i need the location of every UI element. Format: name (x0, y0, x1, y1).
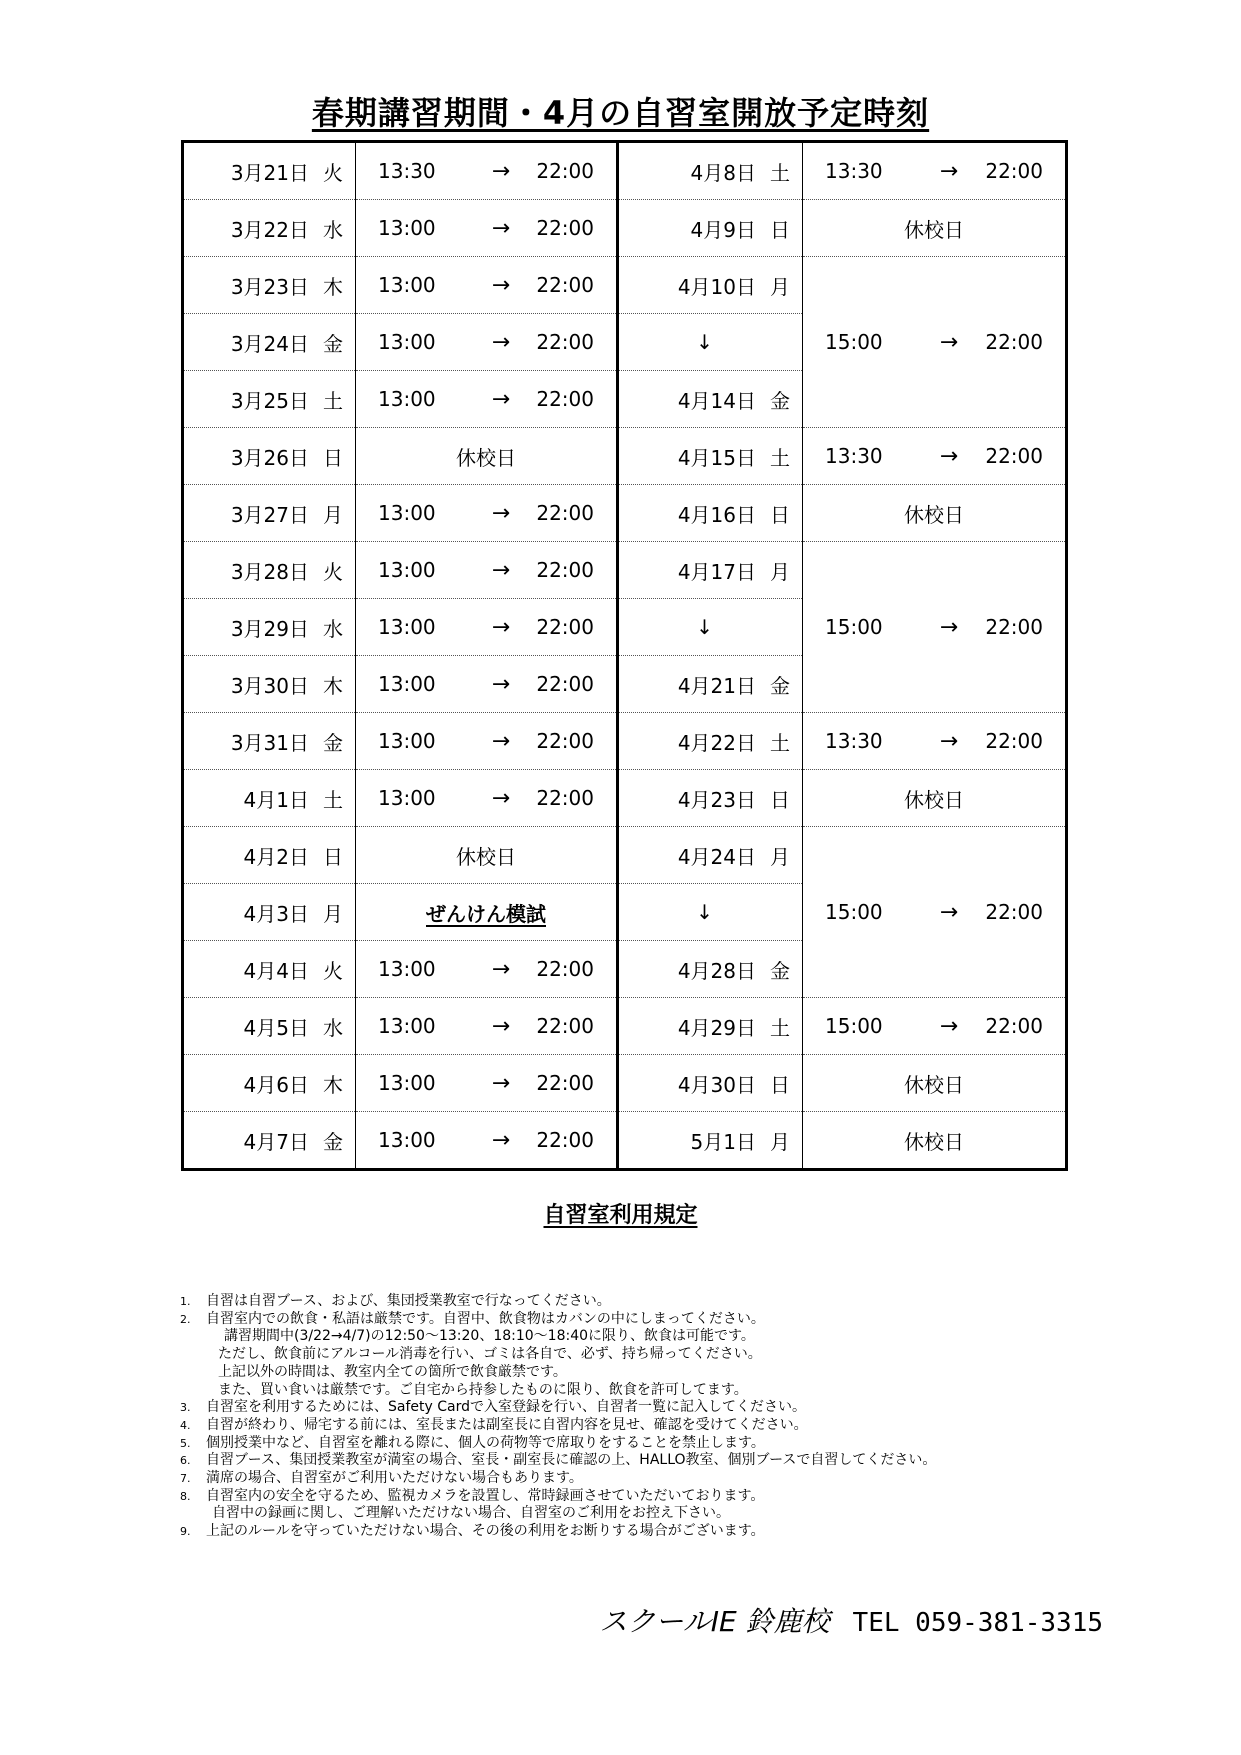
time-range (356, 501, 616, 526)
weekday-label: 火 (323, 958, 343, 983)
end-time: 22:00 (985, 615, 1043, 639)
weekday-label: 月 (323, 901, 343, 926)
arrow-glyph: → (491, 1127, 511, 1153)
weekday-label: 火 (323, 160, 343, 185)
weekday-label: 水 (323, 616, 343, 641)
hours-cell (356, 200, 618, 257)
end-time: 22:00 (536, 786, 594, 810)
hours-cell (356, 1055, 618, 1112)
date-cell (183, 257, 356, 314)
schedule-row (183, 998, 1067, 1055)
end-time: 22:00 (985, 729, 1043, 753)
rule-text: 講習期間中(3/22→4/7)の12:50～13:20、18:10～18:40に限り、飲食は可能です。 (224, 1328, 755, 1345)
rule-text: 自習ブース、集団授業教室が満室の場合、室長・副室長に確認の上、HALLO教室、個別ブースで自習してください。 (206, 1452, 937, 1469)
end-time: 22:00 (985, 444, 1043, 468)
weekday-label: 金 (770, 388, 790, 413)
start-time: 15:00 (825, 615, 883, 639)
date-cell (183, 371, 356, 428)
hours-cell (803, 713, 1067, 770)
date-label: 4月1日 (243, 787, 309, 812)
range-arrow-cell: ↓ (618, 884, 803, 941)
date-label: 4月28日 (677, 958, 756, 983)
closed-label: 休校日 (904, 502, 964, 527)
hours-cell (356, 827, 618, 884)
date-label: 4月2日 (243, 844, 309, 869)
hours-cell (356, 1112, 618, 1170)
date-cell (183, 941, 356, 998)
date-label: 3月25日 (230, 388, 309, 413)
date-cell (618, 485, 803, 542)
rule-number: 7. (180, 1472, 191, 1486)
weekday-label: 木 (323, 1072, 343, 1097)
rule-line (180, 1399, 1180, 1417)
arrow-glyph: → (939, 1013, 959, 1039)
weekday-label: 日 (323, 844, 343, 869)
weekday-label: 水 (323, 217, 343, 242)
arrow-glyph: → (939, 728, 959, 754)
date-cell (618, 656, 803, 713)
weekday-label: 日 (323, 445, 343, 470)
date-cell (618, 428, 803, 485)
rule-line (180, 1311, 1180, 1329)
hours-cell (803, 1055, 1067, 1112)
hours-cell (356, 884, 618, 941)
phone-number: TEL 059-381-3315 (852, 1608, 1103, 1638)
arrow-glyph: → (491, 329, 511, 355)
hours-cell (803, 542, 1067, 713)
weekday-label: 月 (323, 502, 343, 527)
time-range (803, 729, 1065, 754)
schedule-row (183, 257, 1067, 314)
weekday-label: 金 (323, 1129, 343, 1154)
weekday-label: 日 (770, 502, 790, 527)
schedule-row (183, 428, 1067, 485)
schedule-body (183, 142, 1067, 1170)
rule-text: 上記のルールを守っていただけない場合、その後の利用をお断りする場合がございます。 (206, 1523, 765, 1540)
time-range (356, 387, 616, 412)
hours-cell (356, 371, 618, 428)
date-label: 5月1日 (690, 1129, 756, 1154)
end-time: 22:00 (536, 387, 594, 411)
schedule-row (183, 1055, 1067, 1112)
schedule-row (183, 200, 1067, 257)
weekday-label: 土 (323, 388, 343, 413)
hours-cell (356, 941, 618, 998)
schedule-table (181, 140, 1068, 1171)
date-label: 4月30日 (677, 1072, 756, 1097)
weekday-label: 金 (323, 730, 343, 755)
date-label: 3月30日 (230, 673, 309, 698)
rule-text: 満席の場合、自習室がご利用いただけない場合もあります。 (206, 1470, 583, 1487)
start-time: 13:30 (378, 159, 436, 183)
end-time: 22:00 (536, 558, 594, 582)
time-range (356, 330, 616, 355)
time-range (803, 615, 1065, 640)
hours-cell (803, 200, 1067, 257)
rule-number: 9. (180, 1525, 191, 1539)
date-label: 4月24日 (677, 844, 756, 869)
time-range (356, 615, 616, 640)
start-time: 13:30 (825, 729, 883, 753)
date-label: 3月28日 (230, 559, 309, 584)
weekday-label: 木 (323, 274, 343, 299)
weekday-label: 月 (770, 844, 790, 869)
rule-text: 自習が終わり、帰宅する前には、室長または副室長に自習内容を見せ、確認を受けてください。 (206, 1416, 808, 1433)
closed-label: 休校日 (904, 1129, 964, 1154)
date-cell (183, 1112, 356, 1170)
arrow-glyph: → (939, 614, 959, 640)
school-name: スクールIE 鈴鹿校 (599, 1605, 830, 1638)
date-label: 3月29日 (230, 616, 309, 641)
date-cell (183, 713, 356, 770)
start-time: 13:00 (378, 558, 436, 582)
date-label: 4月16日 (677, 502, 756, 527)
schedule-row (183, 1112, 1067, 1170)
arrow-glyph: → (491, 728, 511, 754)
time-range (356, 957, 616, 982)
start-time: 13:30 (825, 159, 883, 183)
end-time: 22:00 (536, 615, 594, 639)
time-range (356, 273, 616, 298)
rule-text: 個別授業中など、自習室を離れる際に、個人の荷物等で席取りをすることを禁止します。 (206, 1434, 765, 1451)
date-cell (618, 257, 803, 314)
date-cell (183, 542, 356, 599)
arrow-glyph: → (491, 785, 511, 811)
hours-cell (803, 485, 1067, 542)
date-label: 4月7日 (243, 1129, 309, 1154)
closed-label: 休校日 (904, 787, 964, 812)
hours-cell (803, 770, 1067, 827)
end-time: 22:00 (536, 672, 594, 696)
date-cell (618, 142, 803, 200)
start-time: 13:30 (825, 444, 883, 468)
start-time: 13:00 (378, 1014, 436, 1038)
rule-line (180, 1435, 1180, 1453)
end-time: 22:00 (536, 216, 594, 240)
date-label: 3月24日 (230, 331, 309, 356)
date-cell (618, 941, 803, 998)
start-time: 13:00 (378, 330, 436, 354)
weekday-label: 金 (770, 958, 790, 983)
arrow-glyph: → (939, 899, 959, 925)
rule-text: また、買い食いは厳禁です。ご自宅から持参したものに限り、飲食を許可してます。 (218, 1381, 748, 1398)
rule-number: 4. (180, 1418, 191, 1432)
end-time: 22:00 (536, 729, 594, 753)
hours-cell (803, 142, 1067, 200)
date-cell (183, 200, 356, 257)
date-label: 3月21日 (230, 160, 309, 185)
time-range (803, 159, 1065, 184)
time-range (803, 1014, 1065, 1039)
time-range (356, 786, 616, 811)
rule-line (180, 1364, 1180, 1382)
rule-text: 自習室内の安全を守るため、監視カメラを設置し、常時録画させていただいております。 (206, 1487, 765, 1504)
end-time: 22:00 (985, 330, 1043, 354)
rule-line (180, 1523, 1180, 1541)
time-range (356, 1071, 616, 1096)
date-label: 4月17日 (677, 559, 756, 584)
rule-line (180, 1346, 1180, 1364)
time-range (356, 1014, 616, 1039)
weekday-label: 月 (770, 274, 790, 299)
start-time: 13:00 (378, 273, 436, 297)
hours-cell (356, 656, 618, 713)
start-time: 13:00 (378, 615, 436, 639)
rule-line (180, 1293, 1180, 1311)
date-label: 4月15日 (677, 445, 756, 470)
start-time: 13:00 (378, 729, 436, 753)
start-time: 13:00 (378, 672, 436, 696)
time-range (803, 330, 1065, 355)
rules-title: 自習室利用規定 (543, 1203, 698, 1228)
end-time: 22:00 (536, 330, 594, 354)
weekday-label: 月 (770, 559, 790, 584)
rule-line (180, 1452, 1180, 1470)
closed-label: 休校日 (456, 445, 516, 470)
time-range (356, 216, 616, 241)
date-cell (618, 827, 803, 884)
closed-label: 休校日 (904, 217, 964, 242)
end-time: 22:00 (985, 159, 1043, 183)
weekday-label: 月 (770, 1129, 790, 1154)
end-time: 22:00 (536, 1071, 594, 1095)
time-range (356, 729, 616, 754)
start-time: 13:00 (378, 501, 436, 525)
hours-cell (356, 542, 618, 599)
hours-cell (803, 827, 1067, 998)
date-cell (618, 998, 803, 1055)
rule-number: 3. (180, 1401, 191, 1415)
date-label: 4月10日 (677, 274, 756, 299)
end-time: 22:00 (985, 900, 1043, 924)
footer (599, 1600, 1103, 1640)
date-cell (183, 142, 356, 200)
weekday-label: 火 (323, 559, 343, 584)
weekday-label: 土 (770, 730, 790, 755)
date-cell (183, 428, 356, 485)
end-time: 22:00 (985, 1014, 1043, 1038)
range-arrow-cell: ↓ (618, 599, 803, 656)
hours-cell (356, 485, 618, 542)
rule-text: 自習中の録画に関し、ご理解いただけない場合、自習室のご利用をお控え下さい。 (212, 1505, 730, 1522)
date-cell (618, 542, 803, 599)
start-time: 15:00 (825, 1014, 883, 1038)
closed-label: 休校日 (904, 1072, 964, 1097)
hours-cell (356, 713, 618, 770)
hours-cell (803, 1112, 1067, 1170)
schedule-row (183, 142, 1067, 200)
date-cell (183, 599, 356, 656)
rule-text: 自習室を利用するためには、Safety Cardで入室登録を行い、自習者一覧に記入してください。 (206, 1399, 806, 1416)
rule-number: 8. (180, 1489, 191, 1503)
rule-line (180, 1417, 1180, 1435)
start-time: 13:00 (378, 1071, 436, 1095)
end-time: 22:00 (536, 1128, 594, 1152)
arrow-glyph: → (491, 1070, 511, 1096)
date-label: 3月22日 (230, 217, 309, 242)
schedule-row (183, 770, 1067, 827)
weekday-label: 金 (323, 331, 343, 356)
arrow-glyph: → (491, 386, 511, 412)
weekday-label: 日 (770, 1072, 790, 1097)
rule-number: 1. (180, 1295, 191, 1308)
date-label: 4月14日 (677, 388, 756, 413)
date-cell (183, 770, 356, 827)
date-label: 4月8日 (690, 160, 756, 185)
weekday-label: 日 (770, 787, 790, 812)
arrow-glyph: → (491, 671, 511, 697)
schedule-row (183, 713, 1067, 770)
hours-cell (356, 314, 618, 371)
time-range (356, 672, 616, 697)
arrow-glyph: → (491, 557, 511, 583)
hours-cell (803, 257, 1067, 428)
hours-cell (356, 998, 618, 1055)
weekday-label: 土 (323, 787, 343, 812)
arrow-glyph: → (491, 158, 511, 184)
rule-number: 2. (180, 1312, 191, 1326)
weekday-label: 土 (770, 445, 790, 470)
weekday-label: 土 (770, 160, 790, 185)
start-time: 13:00 (378, 957, 436, 981)
end-time: 22:00 (536, 1014, 594, 1038)
weekday-label: 日 (770, 217, 790, 242)
closed-label: 休校日 (456, 844, 516, 869)
date-label: 4月5日 (243, 1015, 309, 1040)
rule-line (180, 1328, 1180, 1346)
hours-cell (356, 428, 618, 485)
date-cell (183, 998, 356, 1055)
start-time: 15:00 (825, 330, 883, 354)
rule-number: 5. (180, 1436, 191, 1450)
date-cell (183, 314, 356, 371)
date-label: 4月21日 (677, 673, 756, 698)
rule-text: 自習は自習ブース、および、集団授業教室で行なってください。 (206, 1293, 611, 1309)
date-cell (618, 1112, 803, 1170)
date-cell (618, 713, 803, 770)
start-time: 15:00 (825, 900, 883, 924)
hours-cell (803, 998, 1067, 1055)
date-label: 3月27日 (230, 502, 309, 527)
date-cell (618, 770, 803, 827)
rule-line (180, 1382, 1180, 1400)
date-label: 4月22日 (677, 730, 756, 755)
date-label: 4月29日 (677, 1015, 756, 1040)
arrow-glyph: → (939, 329, 959, 355)
page-title: 春期講習期間・4月の自習室開放予定時刻 (311, 94, 930, 132)
start-time: 13:00 (378, 387, 436, 411)
exam-label: ぜんけん模試 (426, 901, 546, 926)
weekday-label: 金 (770, 673, 790, 698)
arrow-glyph: → (491, 500, 511, 526)
time-range (356, 159, 616, 184)
time-range (803, 444, 1065, 469)
end-time: 22:00 (536, 501, 594, 525)
time-range (356, 1128, 616, 1153)
time-range (803, 900, 1065, 925)
date-cell (618, 371, 803, 428)
hours-cell (803, 428, 1067, 485)
date-label: 4月23日 (677, 787, 756, 812)
arrow-glyph: → (491, 614, 511, 640)
schedule-row (183, 542, 1067, 599)
rule-text: 自習室内での飲食・私語は厳禁です。自習中、飲食物はカバンの中にしまってください。 (206, 1310, 765, 1327)
hours-cell (356, 770, 618, 827)
date-label: 3月31日 (230, 730, 309, 755)
hours-cell (356, 257, 618, 314)
hours-cell (356, 599, 618, 656)
date-cell (183, 827, 356, 884)
rules-list (180, 1293, 1180, 1541)
range-arrow-cell: ↓ (618, 314, 803, 371)
end-time: 22:00 (536, 159, 594, 183)
date-cell (183, 884, 356, 941)
end-time: 22:00 (536, 957, 594, 981)
start-time: 13:00 (378, 786, 436, 810)
date-cell (183, 1055, 356, 1112)
end-time: 22:00 (536, 273, 594, 297)
arrow-glyph: → (491, 215, 511, 241)
rule-text: ただし、飲食前にアルコール消毒を行い、ゴミは各自で、必ず、持ち帰ってください。 (218, 1346, 762, 1363)
schedule-row (183, 827, 1067, 884)
arrow-glyph: → (491, 1013, 511, 1039)
weekday-label: 木 (323, 673, 343, 698)
start-time: 13:00 (378, 1128, 436, 1152)
date-cell (183, 656, 356, 713)
rule-line (180, 1470, 1180, 1488)
rule-line (180, 1488, 1180, 1506)
date-label: 4月3日 (243, 901, 309, 926)
time-range (356, 558, 616, 583)
date-cell (618, 1055, 803, 1112)
start-time: 13:00 (378, 216, 436, 240)
arrow-glyph: → (491, 956, 511, 982)
date-cell (618, 200, 803, 257)
date-label: 4月6日 (243, 1072, 309, 1097)
arrow-glyph: → (491, 272, 511, 298)
date-label: 3月23日 (230, 274, 309, 299)
weekday-label: 土 (770, 1015, 790, 1040)
hours-cell (356, 142, 618, 200)
date-cell (183, 485, 356, 542)
arrow-glyph: → (939, 443, 959, 469)
schedule-row (183, 485, 1067, 542)
date-label: 4月4日 (243, 958, 309, 983)
date-label: 4月9日 (690, 217, 756, 242)
rule-line (180, 1505, 1180, 1523)
rule-number: 6. (180, 1454, 191, 1468)
rule-text: 上記以外の時間は、教室内全ての箇所で飲食厳禁です。 (218, 1363, 567, 1380)
weekday-label: 水 (323, 1015, 343, 1040)
date-label: 3月26日 (230, 445, 309, 470)
arrow-glyph: → (939, 158, 959, 184)
